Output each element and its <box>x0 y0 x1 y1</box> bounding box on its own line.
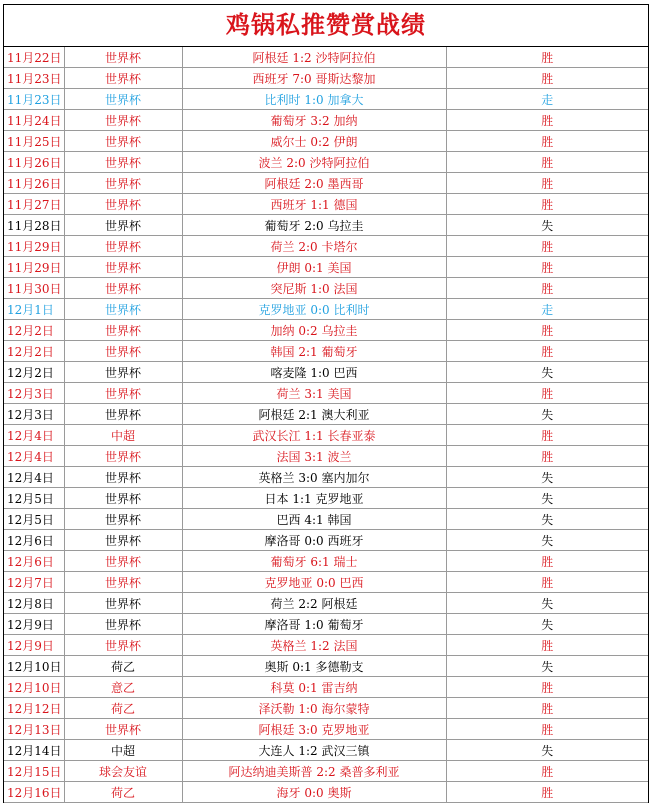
result-cell: 失 <box>446 215 648 236</box>
result-cell: 胜 <box>446 152 648 173</box>
league-cell: 世界杯 <box>64 593 182 614</box>
league-cell: 世界杯 <box>64 362 182 383</box>
date-cell: 12月7日 <box>4 572 64 593</box>
match-cell: 西班牙 7:0 哥斯达黎加 <box>182 68 446 89</box>
league-cell: 世界杯 <box>64 47 182 68</box>
league-cell: 世界杯 <box>64 404 182 425</box>
date-cell: 12月10日 <box>4 656 64 677</box>
date-cell: 12月6日 <box>4 551 64 572</box>
result-cell: 胜 <box>446 635 648 656</box>
match-cell: 巴西 4:1 韩国 <box>182 509 446 530</box>
match-cell: 科莫 0:1 雷吉纳 <box>182 677 446 698</box>
league-cell: 荷乙 <box>64 782 182 803</box>
record-table <box>4 47 648 803</box>
date-cell: 12月2日 <box>4 362 64 383</box>
league-cell: 世界杯 <box>64 299 182 320</box>
match-cell: 阿根廷 2:0 墨西哥 <box>182 173 446 194</box>
table-row <box>4 446 648 467</box>
result-cell: 胜 <box>446 677 648 698</box>
date-cell: 12月15日 <box>4 761 64 782</box>
match-cell: 武汉长江 1:1 长春亚泰 <box>182 425 446 446</box>
result-cell: 胜 <box>446 425 648 446</box>
date-cell: 11月22日 <box>4 47 64 68</box>
table-row <box>4 278 648 299</box>
date-cell: 11月23日 <box>4 68 64 89</box>
table-row <box>4 425 648 446</box>
table-row <box>4 320 648 341</box>
result-cell: 失 <box>446 593 648 614</box>
match-cell: 阿根廷 2:1 澳大利亚 <box>182 404 446 425</box>
league-cell: 荷乙 <box>64 698 182 719</box>
league-cell: 世界杯 <box>64 320 182 341</box>
result-cell: 胜 <box>446 110 648 131</box>
league-cell: 世界杯 <box>64 89 182 110</box>
match-cell: 荷兰 2:0 卡塔尔 <box>182 236 446 257</box>
league-cell: 世界杯 <box>64 215 182 236</box>
result-cell: 胜 <box>446 572 648 593</box>
league-cell: 世界杯 <box>64 467 182 488</box>
date-cell: 11月30日 <box>4 278 64 299</box>
result-cell: 胜 <box>446 383 648 404</box>
result-cell: 胜 <box>446 47 648 68</box>
table-row <box>4 131 648 152</box>
table-row <box>4 509 648 530</box>
date-cell: 11月26日 <box>4 152 64 173</box>
league-cell: 世界杯 <box>64 383 182 404</box>
league-cell: 世界杯 <box>64 110 182 131</box>
table-row <box>4 89 648 110</box>
match-cell: 波兰 2:0 沙特阿拉伯 <box>182 152 446 173</box>
sheet-title: 鸡锅私推赞赏战绩 <box>4 4 648 47</box>
match-cell: 克罗地亚 0:0 巴西 <box>182 572 446 593</box>
date-cell: 12月10日 <box>4 677 64 698</box>
match-cell: 摩洛哥 1:0 葡萄牙 <box>182 614 446 635</box>
table-row <box>4 593 648 614</box>
league-cell: 世界杯 <box>64 278 182 299</box>
table-row <box>4 572 648 593</box>
league-cell: 世界杯 <box>64 131 182 152</box>
match-cell: 威尔士 0:2 伊朗 <box>182 131 446 152</box>
match-cell: 韩国 2:1 葡萄牙 <box>182 341 446 362</box>
date-cell: 12月1日 <box>4 299 64 320</box>
table-row <box>4 404 648 425</box>
table-row <box>4 677 648 698</box>
date-cell: 12月3日 <box>4 383 64 404</box>
table-row <box>4 299 648 320</box>
match-cell: 葡萄牙 3:2 加纳 <box>182 110 446 131</box>
match-cell: 奥斯 0:1 多德勒支 <box>182 656 446 677</box>
date-cell: 11月24日 <box>4 110 64 131</box>
result-cell: 失 <box>446 362 648 383</box>
league-cell: 世界杯 <box>64 530 182 551</box>
result-cell: 胜 <box>446 236 648 257</box>
table-row <box>4 719 648 740</box>
result-cell: 胜 <box>446 341 648 362</box>
league-cell: 世界杯 <box>64 173 182 194</box>
table-row <box>4 467 648 488</box>
result-cell: 胜 <box>446 131 648 152</box>
match-cell: 加纳 0:2 乌拉圭 <box>182 320 446 341</box>
date-cell: 12月3日 <box>4 404 64 425</box>
result-cell: 胜 <box>446 719 648 740</box>
table-row <box>4 782 648 803</box>
league-cell: 世界杯 <box>64 152 182 173</box>
date-cell: 12月4日 <box>4 467 64 488</box>
match-cell: 海牙 0:0 奥斯 <box>182 782 446 803</box>
match-cell: 英格兰 3:0 塞内加尔 <box>182 467 446 488</box>
table-row <box>4 68 648 89</box>
result-cell: 胜 <box>446 698 648 719</box>
table-row <box>4 110 648 131</box>
date-cell: 12月9日 <box>4 614 64 635</box>
match-cell: 大连人 1:2 武汉三镇 <box>182 740 446 761</box>
date-cell: 12月16日 <box>4 782 64 803</box>
result-cell: 胜 <box>446 68 648 89</box>
date-cell: 12月13日 <box>4 719 64 740</box>
match-cell: 摩洛哥 0:0 西班牙 <box>182 530 446 551</box>
date-cell: 11月29日 <box>4 257 64 278</box>
record-sheet <box>3 4 649 803</box>
table-row <box>4 341 648 362</box>
league-cell: 意乙 <box>64 677 182 698</box>
table-row <box>4 740 648 761</box>
table-row <box>4 152 648 173</box>
result-cell: 走 <box>446 89 648 110</box>
table-row <box>4 656 648 677</box>
result-cell: 胜 <box>446 761 648 782</box>
league-cell: 世界杯 <box>64 614 182 635</box>
date-cell: 11月27日 <box>4 194 64 215</box>
table-row <box>4 488 648 509</box>
league-cell: 世界杯 <box>64 68 182 89</box>
match-cell: 法国 3:1 波兰 <box>182 446 446 467</box>
date-cell: 11月23日 <box>4 89 64 110</box>
table-row <box>4 530 648 551</box>
result-cell: 胜 <box>446 446 648 467</box>
match-cell: 克罗地亚 0:0 比利时 <box>182 299 446 320</box>
result-cell: 失 <box>446 614 648 635</box>
date-cell: 11月25日 <box>4 131 64 152</box>
record-table-body <box>4 47 648 803</box>
match-cell: 阿根廷 1:2 沙特阿拉伯 <box>182 47 446 68</box>
date-cell: 12月8日 <box>4 593 64 614</box>
match-cell: 西班牙 1:1 德国 <box>182 194 446 215</box>
result-cell: 失 <box>446 404 648 425</box>
match-cell: 泽沃勒 1:0 海尔蒙特 <box>182 698 446 719</box>
date-cell: 11月29日 <box>4 236 64 257</box>
result-cell: 胜 <box>446 320 648 341</box>
match-cell: 喀麦隆 1:0 巴西 <box>182 362 446 383</box>
result-cell: 胜 <box>446 173 648 194</box>
result-cell: 失 <box>446 467 648 488</box>
match-cell: 日本 1:1 克罗地亚 <box>182 488 446 509</box>
league-cell: 世界杯 <box>64 551 182 572</box>
league-cell: 世界杯 <box>64 719 182 740</box>
league-cell: 世界杯 <box>64 341 182 362</box>
league-cell: 世界杯 <box>64 446 182 467</box>
match-cell: 伊朗 0:1 美国 <box>182 257 446 278</box>
league-cell: 世界杯 <box>64 488 182 509</box>
table-row <box>4 614 648 635</box>
table-row <box>4 383 648 404</box>
match-cell: 比利时 1:0 加拿大 <box>182 89 446 110</box>
match-cell: 突尼斯 1:0 法国 <box>182 278 446 299</box>
date-cell: 12月4日 <box>4 446 64 467</box>
match-cell: 葡萄牙 2:0 乌拉圭 <box>182 215 446 236</box>
match-cell: 葡萄牙 6:1 瑞士 <box>182 551 446 572</box>
league-cell: 世界杯 <box>64 257 182 278</box>
date-cell: 12月12日 <box>4 698 64 719</box>
date-cell: 11月28日 <box>4 215 64 236</box>
match-cell: 阿根廷 3:0 克罗地亚 <box>182 719 446 740</box>
match-cell: 荷兰 3:1 美国 <box>182 383 446 404</box>
date-cell: 12月2日 <box>4 320 64 341</box>
table-row <box>4 173 648 194</box>
result-cell: 失 <box>446 509 648 530</box>
table-row <box>4 761 648 782</box>
table-row <box>4 257 648 278</box>
result-cell: 走 <box>446 299 648 320</box>
date-cell: 12月9日 <box>4 635 64 656</box>
result-cell: 胜 <box>446 257 648 278</box>
date-cell: 12月4日 <box>4 425 64 446</box>
match-cell: 英格兰 1:2 法国 <box>182 635 446 656</box>
result-cell: 失 <box>446 530 648 551</box>
match-cell: 荷兰 2:2 阿根廷 <box>182 593 446 614</box>
date-cell: 12月5日 <box>4 509 64 530</box>
league-cell: 世界杯 <box>64 236 182 257</box>
result-cell: 失 <box>446 488 648 509</box>
table-row <box>4 236 648 257</box>
date-cell: 11月26日 <box>4 173 64 194</box>
date-cell: 12月5日 <box>4 488 64 509</box>
date-cell: 12月6日 <box>4 530 64 551</box>
result-cell: 胜 <box>446 551 648 572</box>
league-cell: 世界杯 <box>64 635 182 656</box>
league-cell: 荷乙 <box>64 656 182 677</box>
table-row <box>4 215 648 236</box>
league-cell: 世界杯 <box>64 572 182 593</box>
result-cell: 胜 <box>446 194 648 215</box>
result-cell: 胜 <box>446 782 648 803</box>
league-cell: 世界杯 <box>64 194 182 215</box>
league-cell: 中超 <box>64 740 182 761</box>
league-cell: 中超 <box>64 425 182 446</box>
table-row <box>4 635 648 656</box>
league-cell: 世界杯 <box>64 509 182 530</box>
table-row <box>4 194 648 215</box>
table-row <box>4 362 648 383</box>
result-cell: 失 <box>446 740 648 761</box>
league-cell: 球会友谊 <box>64 761 182 782</box>
date-cell: 12月14日 <box>4 740 64 761</box>
date-cell: 12月2日 <box>4 341 64 362</box>
table-row <box>4 551 648 572</box>
table-row <box>4 47 648 68</box>
result-cell: 胜 <box>446 278 648 299</box>
result-cell: 失 <box>446 656 648 677</box>
table-row <box>4 698 648 719</box>
match-cell: 阿达纳迪美斯普 2:2 桑普多利亚 <box>182 761 446 782</box>
